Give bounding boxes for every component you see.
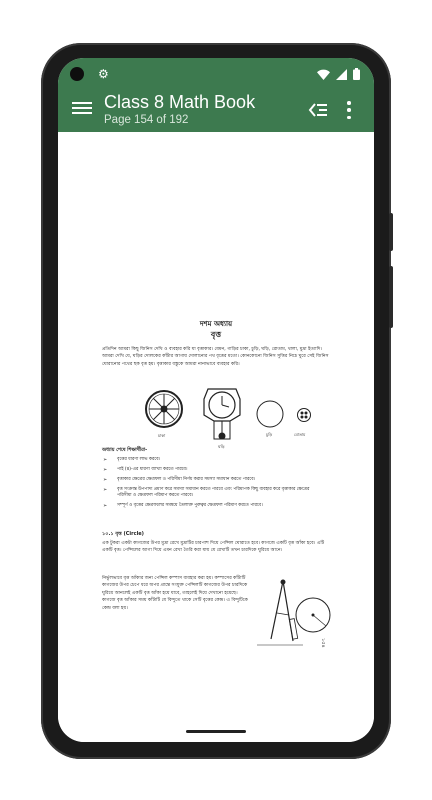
list-item: ➢ পাই (π)-এর ধারণা ব্যাখ্যা করতে পারবে। [103,467,323,473]
chapter-title: বৃত্ত [210,330,222,339]
table-of-contents-icon[interactable] [308,101,328,119]
figure-label-bangle: চুড়ি [266,432,273,437]
app-bar [58,90,374,132]
page-number: ১৫৪ [320,638,326,648]
list-item: ➢ বৃত্তের ধারণা লাভ করবে। [103,457,323,463]
page-title: Class 8 Math Book [104,92,256,112]
volume-button [389,266,393,328]
status-bar [58,58,374,90]
signal-icon [336,69,347,80]
gesture-home-bar[interactable] [186,730,246,733]
list-item: ➢ সম্পূর্ণ ও বৃত্তের ক্ষেত্রফলের সমন্বয়ে তৈলাক্ত পুরুত্বর ক্ষেত্রফল পরিমাণ করতে পারবে। [103,503,323,509]
hamburger-menu-icon[interactable] [72,99,92,119]
intro-paragraph: প্রতিদিন আমরা কিছু জিনিস দেখি ও ব্যবহার করি যা বৃত্তাকার। যেমন, গাড়ির চাকা, চুড়ি, ঘড়ি, রোতাম, থালা, মুদ্রা ইত্যাদি। আমরা দেখি যে, ঘড়ির দোলকের কাঁটার আগায় দোলানোর পথ বৃত্তের মতো। কোনকোনো জিনিস সুত্তির নিচে ঘুরে সেই জিনিস ঘোরানোর পথের ছক বৃত্ত হয়। বৃত্তাকার বস্তুকে আমরা নানাভাবে ব্যবহার করি। [102,347,329,367]
pdf-page [58,132,374,742]
button-drawing [298,409,311,422]
objectives-list [103,457,323,513]
screen [58,58,374,742]
figure-label-clock: ঘড়ি [218,444,225,449]
compass-paragraph: নির্ভুলভাবে বৃত্ত আঁকার জন্য পেন্সিল কম্পাস ব্যবহার করা হয়। কম্পাসের কাঁটাটি কাগজের উপর চেপে ধরে অপর প্রান্তে সংযুক্ত পেন্সিলটি কাগজের উপর চারদিকে ঘুরিয়ে আনলেই একটি বৃত্ত আঁকা হয়ে যাবে, তাহলেই দিয়ে দেখানো হয়েছে। কাগজে বৃত্ত আঁকার সময় কাঁটাটি যে বিন্দুতে থাকে সেটি বৃত্তের কেন্দ্র। এ বিন্দুটিকে কেন্দ্র বলা হয়। [102,576,248,611]
section-title: ১০.১ বৃত্ত (Circle) [102,531,144,537]
figure-label-wheel: চাকা [158,433,166,438]
list-item: ➢ বৃত্তাকার ক্ষেত্রের ক্ষেত্রফল ও পরিসীমা নির্ণয় করার সমস্যা সমাধান করতে পারবে। [103,477,323,483]
gear-icon: ⚙ [98,67,109,81]
battery-icon [353,68,360,80]
wheel-drawing [146,391,182,427]
chapter-heading: দশম অধ্যায় [199,320,233,328]
figure-label-button: বোতাম [294,432,306,437]
more-vert-icon[interactable] [343,99,355,121]
pendulum-clock-drawing [204,389,240,439]
section-paragraph: এক টুকরা একটা কাগজের উপর মুদ্রা রেখে মুদ্রাটির চারপাশ দিয়ে পেন্সিল ঘোরাতে হবে। কাগজে একটি বৃত্ত আঁকা হবে। এটি একটি বৃত্ত। পেন্সিলের আগা দিয়ে এমন রেখা তৈরি করা যায় যে রেখাটি তখন চারদিকে ঘুরিয়ে আনে। [102,541,325,554]
power-button [389,213,393,251]
bangle-drawing [257,401,283,427]
wifi-icon [317,69,330,80]
list-item: ➢ বৃত্ত সংক্রান্ত উপপাদ্য প্রমাণ করে সমস্যা সমাধান করতে পারবে এবং পরিমাপক কিছু ব্যবহার করে বৃত্তাকার ক্ষেত্রের পরিসীমা ও ক্ষেত্রফল পরিমাপ করতে পারবে। [103,487,323,499]
front-camera [70,67,84,81]
objectives-title: অধ্যায় শেষে শিক্ষার্থীরা- [102,448,148,453]
page-subtitle: Page 154 of 192 [104,114,189,126]
system-icons [317,67,360,81]
